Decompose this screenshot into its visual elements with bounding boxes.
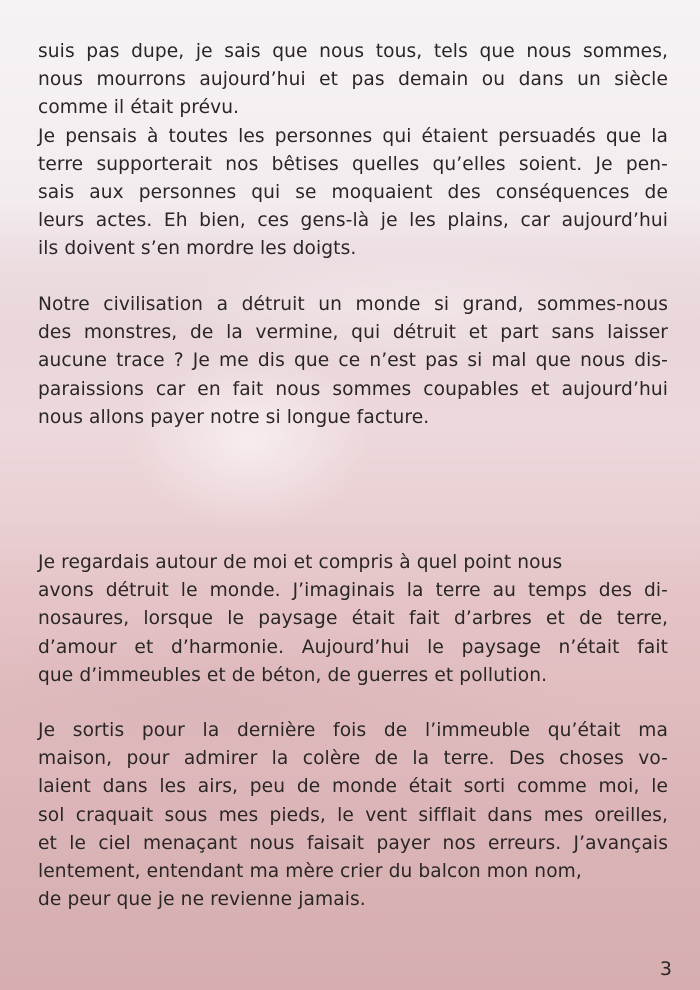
text-line: ils doivent s’en mordre les doigts.	[38, 238, 357, 260]
paragraph-4	[38, 717, 668, 914]
text-line: Notre civilisation a détruit un monde si grand, sommes-nous	[38, 294, 668, 315]
text-line: maison, pour admirer la colère de la terre. Des choses vo-	[38, 748, 668, 770]
text-line: Je regardais autour de moi et compris à quel point nous	[38, 552, 563, 573]
text-line: comme il était prévu.	[38, 97, 240, 119]
text-line: nosaures, lorsque le paysage était fait d’arbres et de terre,	[38, 608, 668, 630]
text-line: Je pensais à toutes les personnes qui étaient persuadés que la	[38, 125, 668, 147]
paragraph-1	[38, 38, 668, 264]
text-line: sais aux personnes qui se moquaient des conséquences de	[38, 182, 668, 204]
text-line: et le ciel menaçant nous faisait payer nos erreurs. J’avançais	[38, 832, 668, 854]
text-line: leurs actes. Eh bien, ces gens-là je les plains, car aujourd’hui	[38, 210, 668, 232]
text-line: avons détruit le monde. J’imaginais la terre au temps des di-	[38, 580, 668, 602]
text-line: d’amour et d’harmonie. Aujourd’hui le paysage n’était fait	[38, 636, 668, 658]
page-number: 3	[659, 958, 672, 980]
paragraph-2	[38, 291, 668, 432]
text-line: aucune trace ? Je me dis que ce n’est pas si mal que nous dis-	[38, 350, 668, 372]
paragraph-3	[38, 549, 668, 690]
text-line: des monstres, de la vermine, qui détruit et part sans laisser	[38, 322, 668, 344]
text-line: lentement, entendant ma mère crier du balcon mon nom,	[38, 861, 582, 883]
text-line: nous mourrons aujourd’hui et pas demain ou dans un siècle	[38, 69, 668, 91]
text-line: laient dans les airs, peu de monde était sorti comme moi, le	[38, 776, 668, 798]
text-line: paraissions car en fait nous sommes coupables et aujourd’hui	[38, 378, 668, 400]
text-line: terre supporterait nos bêtises quelles qu’elles soient. Je pen-	[38, 153, 668, 175]
text-line: nous allons payer notre si longue facture.	[38, 406, 430, 428]
text-line: Je sortis pour la dernière fois de l’immeuble qu’était ma	[38, 720, 668, 741]
text-line: sol craquait sous mes pieds, le vent sifflait dans mes oreilles,	[38, 804, 668, 826]
text-line: suis pas dupe, je sais que nous tous, tels que nous sommes,	[38, 41, 668, 62]
text-line: que d’immeubles et de béton, de guerres et pollution.	[38, 664, 548, 686]
text-line: de peur que je ne revienne jamais.	[38, 889, 366, 911]
